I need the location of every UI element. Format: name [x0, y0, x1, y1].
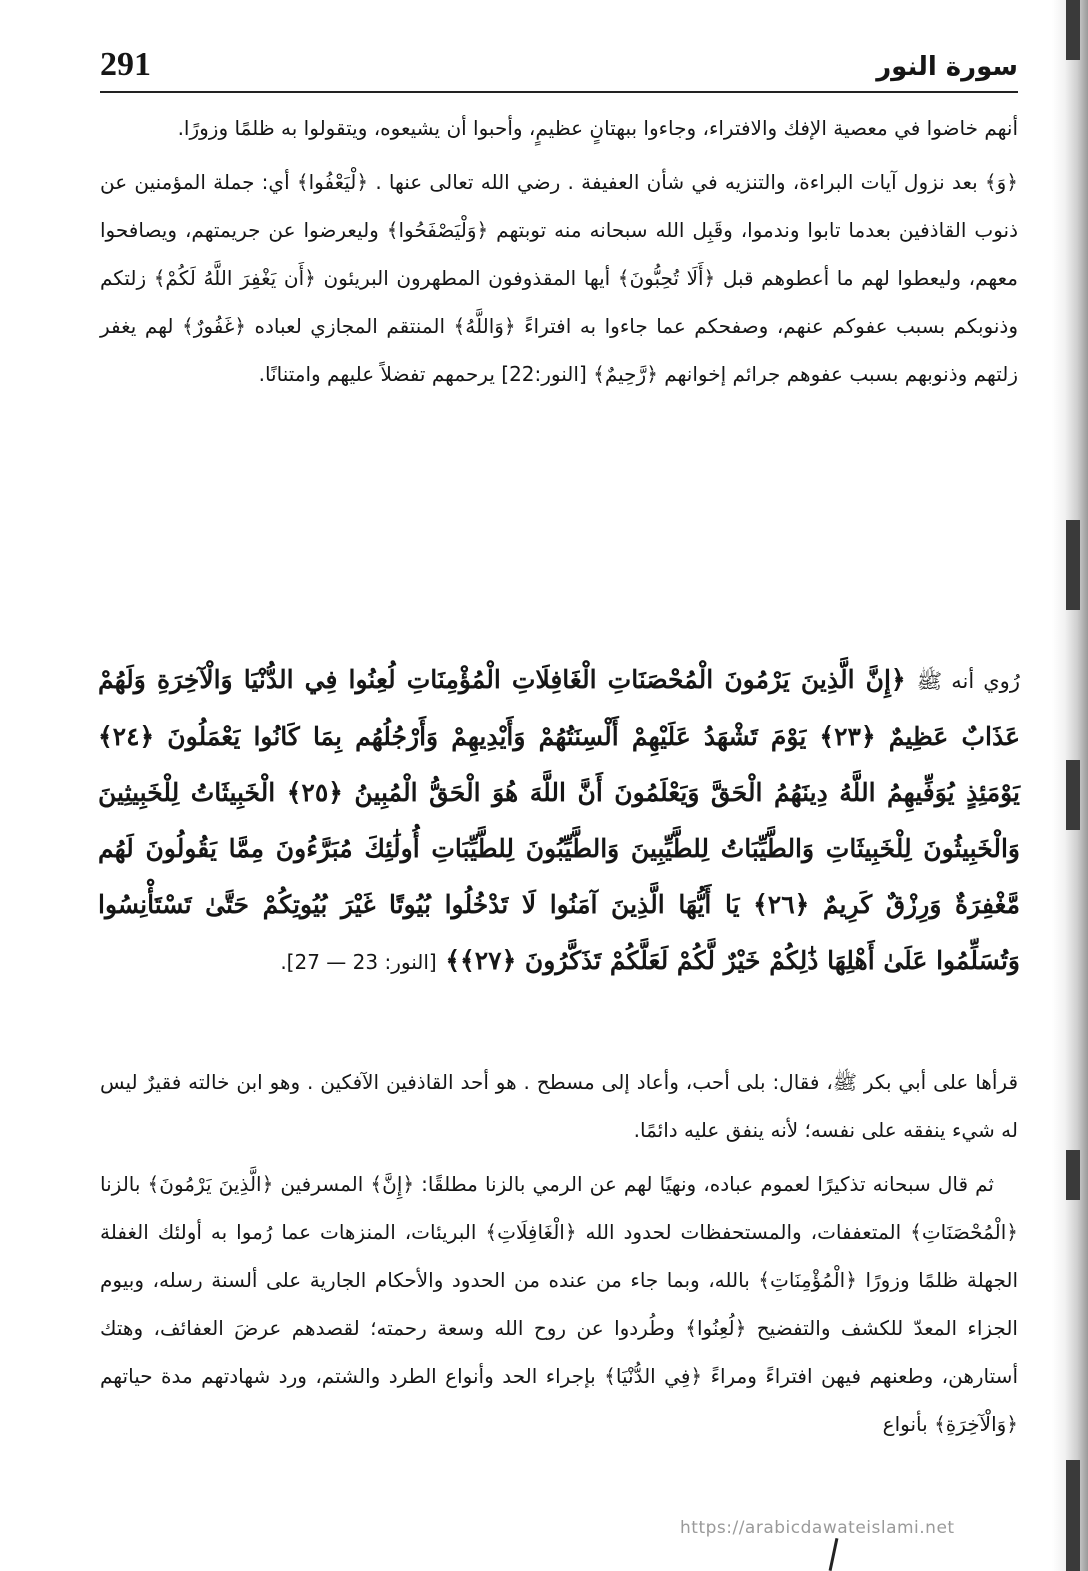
commentary-paragraph: أنهم خاضوا في معصية الإفك والافتراء، وجاءوا ببهتانٍ عظيمٍ، وأحبوا أن يشيعوه، ويتقولوا به ظلمًا وزورًا. — [177, 116, 1018, 140]
page-header — [100, 38, 1018, 88]
pen-mark — [829, 1538, 839, 1571]
page-number: 291 — [100, 46, 151, 83]
top-commentary — [100, 104, 1018, 398]
edge-mark — [1066, 0, 1080, 60]
quran-verses-block — [98, 652, 1020, 990]
watermark-url: https://arabicdawateislami.net — [680, 1518, 955, 1538]
scan-edge-shadow — [1052, 0, 1088, 1571]
edge-mark — [1066, 760, 1080, 830]
quran-verses: ﴿إِنَّ الَّذِينَ يَرْمُونَ الْمُحْصَنَاتِ الْغَافِلَاتِ الْمُؤْمِنَاتِ لُعِنُوا فِي الدُّنْيَا وَالْآخِرَةِ وَلَهُمْ عَذَابٌ عَظِيمٌ ﴿٢٣﴾ يَوْمَ تَشْهَدُ عَلَيْهِمْ أَلْسِنَتُهُمْ وَأَيْدِيهِمْ وَأَرْجُلُهُم بِمَا كَانُوا يَعْمَلُونَ ﴿٢٤﴾ يَوْمَئِذٍ يُوَفِّيهِمُ اللَّهُ دِينَهُمُ الْحَقَّ وَيَعْلَمُونَ أَنَّ اللَّهَ هُوَ الْحَقُّ الْمُبِينُ ﴿٢٥﴾ الْخَبِيثَاتُ لِلْخَبِيثِينَ وَالْخَبِيثُونَ لِلْخَبِيثَاتِ وَالطَّيِّبَاتُ لِلطَّيِّبِينَ وَالطَّيِّبُونَ لِلطَّيِّبَاتِ أُولَٰئِكَ مُبَرَّءُونَ مِمَّا يَقُولُونَ لَهُم مَّغْفِرَةٌ وَرِزْقٌ كَرِيمٌ ﴿٢٦﴾ يَا أَيُّهَا الَّذِينَ آمَنُوا لَا تَدْخُلُوا بُيُوتًا غَيْرَ بُيُوتِكُمْ حَتَّىٰ تَسْتَأْنِسُوا وَتُسَلِّمُوا عَلَىٰ أَهْلِهَا ذَٰلِكُمْ خَيْرٌ لَّكُمْ لَعَلَّكُمْ تَذَكَّرُونَ ﴿٢٧﴾﴾ — [98, 665, 1021, 975]
commentary-paragraph: ثم قال سبحانه تذكيرًا لعموم عباده، ونهيًا لهم عن الرمي بالزنا مطلقًا: ﴿إِنَّ﴾ المسرفين ﴿الَّذِينَ يَرْمُونَ﴾ بالزنا ﴿الْمُحْصَنَاتِ﴾ المتعففات، والمستحفظات لحدود الله ﴿الْغَافِلَاتِ﴾ البريئات، المنزهات عما رُموا به أولئك الغفلة الجهلة ظلمًا وزورًا ﴿الْمُؤْمِنَاتِ﴾ بالله، وبما جاء من عنده من الحدود والأحكام الجارية على ألسنة رسله، وبيوم الجزاء المعدّ للكشف والتفضيح ﴿لُعِنُوا﴾ وطُردوا عن روح الله وسعة رحمته؛ لقصدهم عرضَ العفائف، وهتك أستارهن، وطعنهم فيهن افتراءً ومراءً ﴿فِي الدُّنْيَا﴾ بإجراء الحد وأنواع الطرد والشتم، ورد شهادتهم مدة حياتهم ﴿وَالْآخِرَةِ﴾ بأنواع — [100, 1172, 1018, 1436]
verse-citation: [النور: 23 — 27]. — [280, 950, 437, 974]
commentary-paragraph: ﴿وَ﴾ بعد نزول آيات البراءة، والتنزيه في شأن العفيفة . رضي الله تعالى عنها . ﴿لْيَعْفُوا﴾ أي: جملة المؤمنين عن ذنوب القاذفين بعدما تابوا وندموا، وقَبِل الله سبحانه منه توبتهم ﴿وَلْيَصْفَحُوا﴾ وليعرضوا عن جريمتهم، ويصافحوا معهم، وليعطوا لهم ما أعطوهم قبل ﴿أَلَا تُحِبُّونَ﴾ أيها المقذوفون المطهرون البريئون ﴿أَن يَغْفِرَ اللَّهُ لَكُمْ﴾ زلتكم وذنوبكم بسبب عفوكم عنهم، وصفحكم عما جاءوا به افتراءً ﴿وَاللَّهُ﴾ المنتقم المجازي لعباده ﴿غَفُورٌ﴾ لهم يغفر زلتهم وذنوبهم بسبب عفوهم جرائم إخوانهم ﴿رَّحِيمٌ﴾ [النور:22] يرحمهم تفضلاً عليهم وامتنانًا. — [100, 170, 1018, 386]
edge-mark — [1066, 520, 1080, 610]
header-divider — [100, 91, 1018, 93]
verse-intro: رُوي أنه ﷺ — [916, 669, 1020, 693]
bottom-commentary — [100, 1058, 1018, 1448]
edge-mark — [1066, 1460, 1080, 1571]
commentary-paragraph: قرأها على أبي بكر ﷺ، فقال: بلى أحب، وأعاد إلى مسطح . هو أحد القاذفين الآفكين . وهو ابن خالته فقيرٌ ليس له شيء ينفقه على نفسه؛ لأنه ينفق عليه دائمًا. — [100, 1070, 1018, 1142]
surah-title: سورة النور — [876, 52, 1018, 82]
edge-mark — [1066, 1150, 1080, 1200]
